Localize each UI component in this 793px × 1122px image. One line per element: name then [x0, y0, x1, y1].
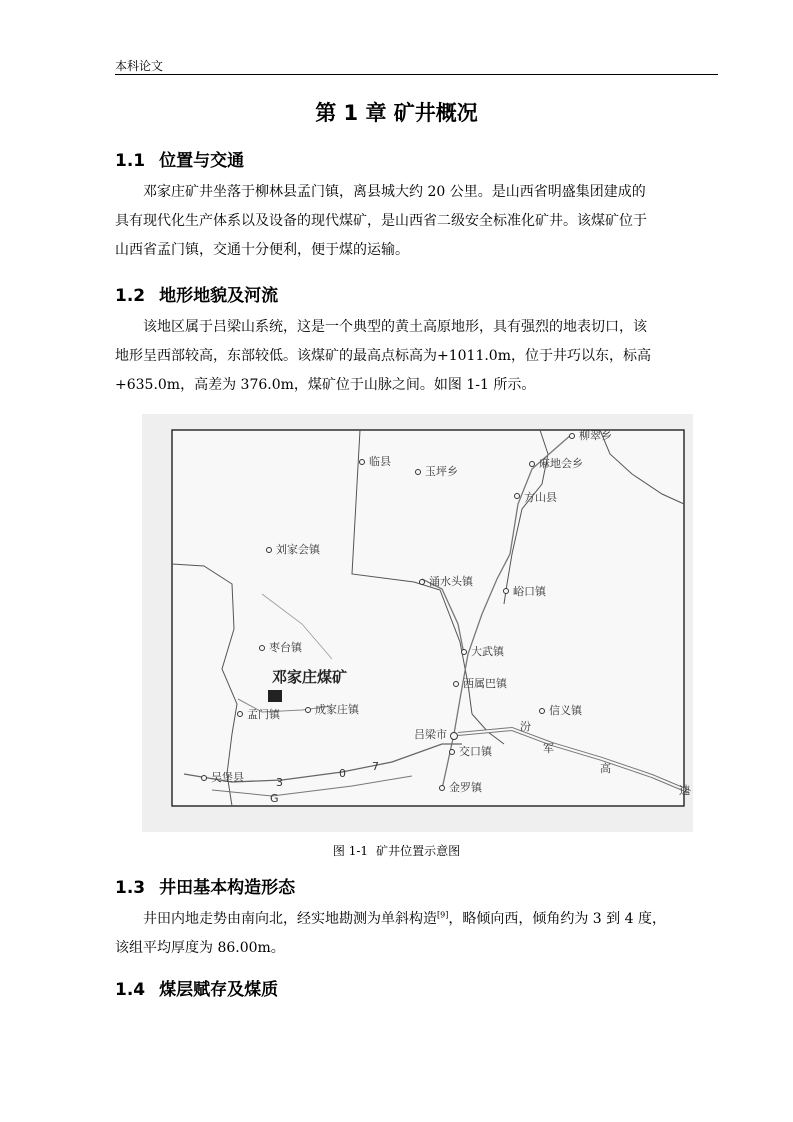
road-mark: 军 — [543, 742, 554, 755]
road-mark: 汾 — [520, 720, 531, 733]
map-place-label: 成家庄镇 — [315, 703, 359, 716]
map-place-label: 麻地会乡 — [539, 457, 583, 470]
map-place-label: 刘家会镇 — [276, 543, 320, 556]
paragraph-line: +635.0m，高差为 376.0m，煤矿位于山脉之间。如图 1-1 所示。 — [115, 377, 536, 393]
paragraph-text: ，略倾向西，倾角约为 3 到 4 度， — [448, 911, 666, 927]
figure-number: 图 1-1 — [332, 844, 369, 858]
paragraph-location — [115, 178, 718, 265]
location-map — [142, 414, 693, 832]
section-heading-1-4 — [115, 975, 278, 1000]
map-place-label: 吴堡县 — [211, 771, 244, 784]
paragraph-line: 山西省孟门镇，交通十分便利，便于煤的运输。 — [115, 242, 409, 258]
section-title: 位置与交通 — [159, 151, 245, 171]
section-heading-1-1 — [115, 146, 244, 171]
paragraph-line: 该组平均厚度为 86.00m。 — [115, 940, 285, 956]
paragraph-structure — [115, 905, 718, 963]
location-map-figure — [142, 414, 693, 832]
figure-caption-text: 矿井位置示意图 — [376, 844, 461, 858]
road-mark: G — [270, 792, 279, 805]
map-place-label: 峪口镇 — [513, 585, 546, 598]
map-place-label: 枣台镇 — [269, 641, 302, 654]
map-place-label: 孟门镇 — [247, 708, 280, 721]
road-mark: 高 — [600, 762, 611, 775]
map-place-label: 方山县 — [524, 491, 557, 504]
paragraph-line: 该地区属于吕梁山系统，这是一个典型的黄土高原地形，具有强烈的地表切口，该 — [143, 319, 647, 335]
map-place-label: 玉坪乡 — [425, 465, 458, 478]
road-mark: 速 — [679, 784, 690, 797]
paragraph-line: 地形呈西部较高，东部较低。该煤矿的最高点标高为+1011.0m，位于井巧以东，标高 — [115, 348, 651, 364]
mine-label: 邓家庄煤矿 — [272, 668, 348, 686]
figure-caption — [0, 842, 793, 859]
road-mark: 7 — [372, 760, 379, 773]
section-number: 1.1 — [115, 151, 146, 171]
map-place-label: 涌水头镇 — [429, 575, 473, 588]
section-number: 1.4 — [115, 980, 146, 1000]
map-place-label: 大武镇 — [471, 645, 504, 658]
map-place-label: 柳翠乡 — [579, 429, 612, 442]
map-place-label: 金罗镇 — [449, 781, 482, 794]
map-place-label: 信义镇 — [549, 704, 582, 717]
section-number: 1.3 — [115, 878, 146, 898]
road-mark: 0 — [339, 767, 346, 780]
citation: [9] — [437, 910, 449, 920]
chapter-title: 第 1 章 矿井概况 — [315, 101, 478, 125]
section-number: 1.2 — [115, 286, 146, 306]
page-header: 本科论文 — [115, 59, 164, 73]
mine-marker — [268, 690, 282, 702]
paragraph-terrain — [115, 313, 718, 400]
road-mark: 3 — [276, 776, 283, 789]
map-place-label: 临县 — [369, 455, 391, 468]
paragraph-text: 井田内地走势由南向北，经实地勘测为单斜构造 — [143, 911, 437, 927]
map-place-label: 吕梁市 — [414, 728, 447, 741]
header-rule — [115, 74, 718, 75]
section-title: 煤层赋存及煤质 — [159, 980, 279, 1000]
map-place-label: 交口镇 — [459, 745, 492, 758]
paragraph-line: 具有现代化生产体系以及设备的现代煤矿，是山西省二级安全标准化矿井。该煤矿位于 — [115, 213, 647, 229]
section-title: 地形地貌及河流 — [159, 286, 279, 306]
paragraph-line — [115, 905, 718, 934]
section-title: 井田基本构造形态 — [159, 878, 296, 898]
section-heading-1-3 — [115, 873, 295, 898]
map-place-label: 西属巴镇 — [463, 677, 507, 690]
paragraph-line: 邓家庄矿井坐落于柳林县孟门镇，离县城大约 20 公里。是山西省明盛集团建成的 — [143, 184, 646, 200]
section-heading-1-2 — [115, 281, 278, 306]
